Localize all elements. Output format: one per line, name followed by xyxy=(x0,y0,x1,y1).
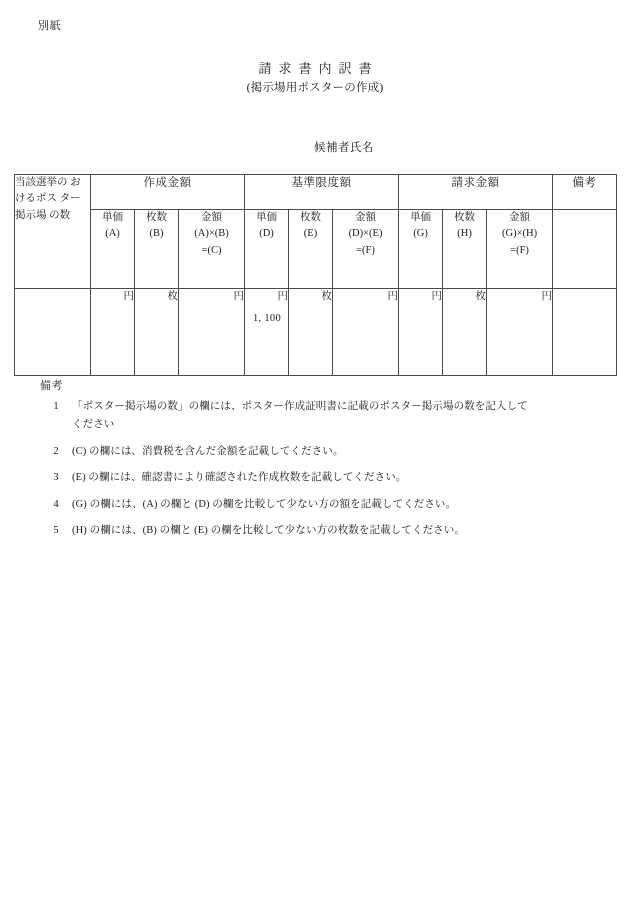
subheader-unit-price-d xyxy=(245,210,289,289)
subheader-sheets-e xyxy=(289,210,333,289)
header-remarks: 備考 xyxy=(553,175,617,210)
cell-unit: 円 xyxy=(541,291,553,302)
subheader-line: 枚数 xyxy=(300,212,322,223)
subheader-sheets-h xyxy=(443,210,487,289)
cell-unit: 円 xyxy=(431,291,443,302)
cell-unit-price-a[interactable] xyxy=(91,289,135,376)
subheader-line: 単価 xyxy=(256,212,278,223)
note-text: (C) の欄には、消費税を含んだ金額を記載してください。 xyxy=(72,445,344,457)
table-header-row-groups xyxy=(15,175,617,210)
cell-unit-price-d[interactable] xyxy=(245,289,289,376)
cell-unit-price-g[interactable] xyxy=(399,289,443,376)
note-number: 2 xyxy=(53,445,59,457)
header-claim-amount: 請求金額 xyxy=(399,175,553,210)
subheader-unit-price-g xyxy=(399,210,443,289)
header-standard-limit: 基準限度額 xyxy=(245,175,399,210)
note-item-1 xyxy=(40,398,600,435)
cell-amount-c[interactable] xyxy=(179,289,245,376)
cell-amount-f[interactable] xyxy=(333,289,399,376)
attachment-label: 別紙 xyxy=(38,20,61,32)
subheader-line: (E) xyxy=(303,228,318,240)
cell-unit: 円 xyxy=(387,291,399,302)
header-creation-amount: 作成金額 xyxy=(91,175,245,210)
subheader-line: 金額 xyxy=(201,212,222,223)
note-text: (H) の欄には、(B) の欄と (E) の欄を比較して少ない方の枚数を記載してください。 xyxy=(72,524,465,536)
note-text-main: 「ポスター掲示場の数」の欄には、ポスター作成証明書に記載のポスター掲示場の数を記入して xyxy=(72,401,528,412)
poster-count-line-2: おけるポス xyxy=(15,177,81,205)
note-text-continued: ください xyxy=(72,419,115,431)
note-item-4 xyxy=(40,496,600,514)
page-title: 請求書内訳書 xyxy=(258,61,379,76)
breakdown-table-container xyxy=(14,174,616,376)
subheader-amount-c xyxy=(179,210,245,289)
subheader-line: =(F) xyxy=(356,244,375,256)
note-number: 1 xyxy=(53,401,59,412)
header-poster-count xyxy=(15,175,91,289)
cell-unit: 円 xyxy=(233,291,245,302)
cell-sheets-b[interactable] xyxy=(135,289,179,376)
subheader-line: (G)×(H) xyxy=(502,228,538,240)
table-data-row xyxy=(15,289,617,376)
subheader-line: 金額 xyxy=(355,212,377,223)
note-text: (G) の欄には、(A) の欄と (D) の欄を比較して少ない方の額を記載してください。 xyxy=(72,498,457,510)
subheader-line: (A)×(B) xyxy=(194,228,229,240)
table-header-row-subs xyxy=(15,210,617,289)
cell-value: 1, 100 xyxy=(252,313,282,324)
poster-count-line-3: ター掲示場 xyxy=(15,193,81,221)
notes-title: 備考 xyxy=(40,380,63,392)
subheader-amount-gh xyxy=(487,210,553,289)
subheader-line: 単価 xyxy=(410,212,432,223)
poster-count-line-1: 当該選挙の xyxy=(15,177,68,188)
cell-unit: 枚 xyxy=(321,291,333,302)
subheader-line: 金額 xyxy=(509,212,531,223)
note-text: (E) の欄には、確認書により確認された作成枚数を記載してください。 xyxy=(72,472,407,484)
note-number: 3 xyxy=(53,472,59,484)
cell-unit: 枚 xyxy=(167,291,178,302)
subheader-line: (A) xyxy=(105,228,120,240)
subheader-remarks-spacer xyxy=(553,210,617,289)
note-text xyxy=(72,398,600,435)
subheader-line: 単価 xyxy=(102,212,123,223)
subheader-line: (G) xyxy=(413,228,428,240)
subheader-line: (B) xyxy=(149,228,164,240)
cell-unit: 円 xyxy=(277,291,289,302)
cell-sheets-h[interactable] xyxy=(443,289,487,376)
subheader-line: =(F) xyxy=(510,244,529,256)
subheader-line: (D)×(E) xyxy=(348,228,383,240)
subheader-line: 枚数 xyxy=(146,212,167,223)
cell-sheets-e[interactable] xyxy=(289,289,333,376)
cell-unit: 円 xyxy=(123,291,134,302)
subheader-line: (H) xyxy=(457,228,472,240)
breakdown-table xyxy=(14,174,617,376)
notes-section xyxy=(40,381,600,548)
cell-poster-count[interactable] xyxy=(15,289,91,376)
cell-remarks[interactable] xyxy=(553,289,617,376)
note-item-5 xyxy=(40,522,600,540)
subheader-sheets-b xyxy=(135,210,179,289)
subheader-unit-price-a xyxy=(91,210,135,289)
page-subtitle: (掲示場用ポスターの作成) xyxy=(246,82,384,94)
candidate-name-label: 候補者氏名 xyxy=(314,142,374,154)
subheader-amount-f xyxy=(333,210,399,289)
note-number: 4 xyxy=(53,498,59,510)
note-item-2 xyxy=(40,443,600,461)
subheader-line: 枚数 xyxy=(454,212,476,223)
note-number: 5 xyxy=(53,524,59,536)
cell-unit: 枚 xyxy=(475,291,487,302)
subheader-line: =(C) xyxy=(201,244,222,256)
note-item-3 xyxy=(40,469,600,487)
cell-amount-gh[interactable] xyxy=(487,289,553,376)
poster-count-line-4: の数 xyxy=(49,209,71,221)
subheader-line: (D) xyxy=(259,228,274,240)
